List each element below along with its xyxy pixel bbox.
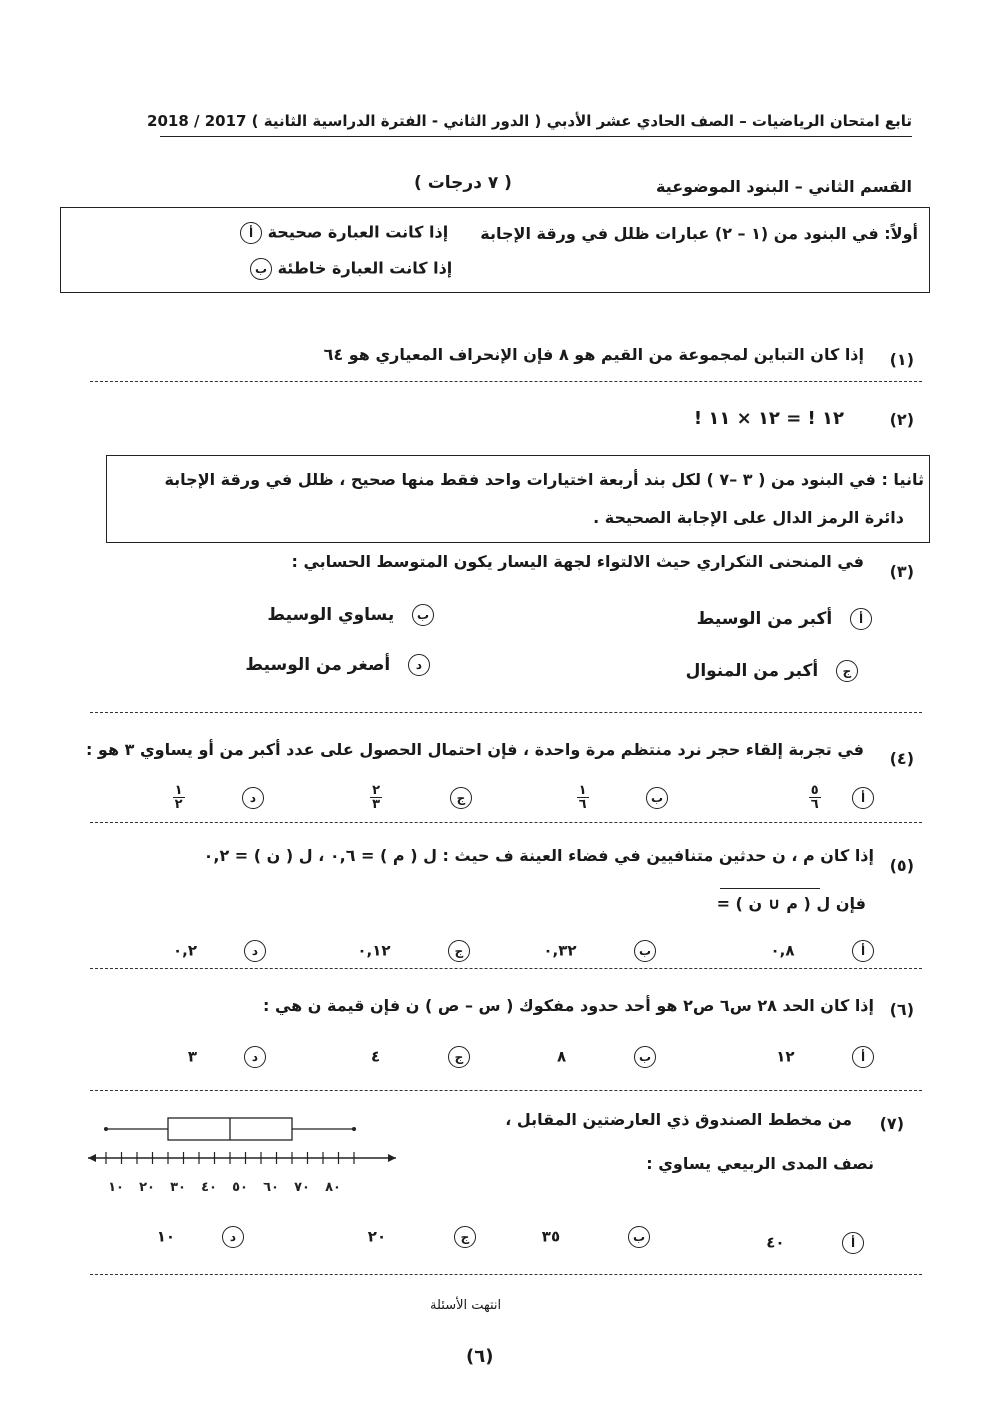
q3-option-d [245,654,430,676]
q3-text: في المنحنى التكراري حيث الالتواء لجهة اليسار يكون المتوسط الحسابي : [291,552,864,571]
q3-option-a-text: أكبر من الوسيط [696,609,833,629]
q7-option-d [157,1226,244,1248]
choice-circle-a: أ [852,1046,874,1068]
q3-option-c [686,660,858,682]
false-label: إذا كانت العبارة خاطئة [277,258,453,278]
q6-option-a-text: ١٢ [776,1047,795,1066]
q5-option-c [357,940,470,962]
q7-option-d-text: ١٠ [156,1227,175,1246]
q6-option-b-text: ٨ [556,1047,567,1066]
page-number: (٦) [466,1346,494,1367]
q4-option-a [809,784,874,811]
q4-option-a-fraction: $\frac{٥}{٦}$ [810,783,819,812]
q5-expression: فإن ل ( م ∪ ن ) = [716,894,866,913]
box-and-whisker-plot [84,1098,404,1198]
q4-option-c [370,784,472,811]
q6-option-c [371,1046,470,1068]
q3-number: (٣) [889,562,914,581]
divider [90,822,922,823]
q5-option-a-text: ٠,٨ [770,941,795,960]
false-choice-circle: ب [250,258,272,280]
choice-circle-c: ج [448,940,470,962]
q3-option-c-text: أكبر من المنوال [685,661,819,681]
tick-label: ٧٠ [294,1180,310,1195]
q7-option-c [368,1226,476,1248]
choice-circle-c: ج [448,1046,470,1068]
choice-circle-b: ب [634,940,656,962]
q5-option-d [173,940,266,962]
exam-header: تابع امتحان الرياضيات – الصف الحادي عشر الأدبي ( الدور الثاني - الفترة الدراسية الثانية ) 2017 / 2018 [147,112,912,130]
part2-line1: ثانيا : في البنود من ( ٣ –٧ ) لكل بند أربعة اختيارات واحد فقط منها صحيح ، ظلل في ورقة الإجابة [164,470,924,489]
q2-number: (٢) [889,410,914,429]
q4-option-b [577,784,668,811]
part2-line2: دائرة الرمز الدال على الإجابة الصحيحة . [593,508,904,527]
q7-option-b-text: ٣٥ [541,1227,561,1246]
choice-circle-d: د [242,787,264,809]
q6-number: (٦) [889,1000,914,1019]
q3-option-b-text: يساوي الوسيط [267,605,395,625]
q3-option-a [697,608,872,630]
choice-circle-d: د [244,940,266,962]
q1-text: إذا كان التباين لمجموعة من القيم هو ٨ فإن الإنحراف المعياري هو ٦٤ [323,345,864,364]
section-degree: ( ٧ درجات ) [414,173,512,193]
part1-intro: أولاً: في البنود من (١ – ٢) عبارات ظلل في ورقة الإجابة [480,224,918,243]
q6-text: إذا كان الحد ٢٨ س٦ ص٢ هو أحد حدود مفكوك ( س – ص ) ن فإن قيمة ن هي : [262,996,874,1015]
header-underline [160,136,912,137]
q5-option-a [771,940,874,962]
q5-text: إذا كان م ، ن حدثين متنافيين في فضاء العينة ف حيث : ل ( م ) = ٠,٦ ، ل ( ن ) = ٠,٢ [203,846,874,865]
min-point [104,1127,108,1131]
tick-label: ٢٠ [139,1180,155,1195]
q4-option-b-fraction: $\frac{١}{٦}$ [578,783,587,812]
q6-option-c-text: ٤ [370,1047,381,1066]
divider [90,1090,922,1091]
q5-option-d-text: ٠,٢ [172,941,197,960]
q4-option-c-fraction: $\frac{٢}{٣}$ [372,783,381,812]
q7-option-b [542,1226,650,1248]
choice-circle-a: أ [852,787,874,809]
q6-option-d [188,1046,266,1068]
tick-label: ٨٠ [325,1180,341,1195]
tick-label: ٣٠ [170,1180,186,1195]
part2-instructions-box [106,455,930,543]
q3-option-d-text: أصغر من الوسيط [245,655,391,675]
q6-option-d-text: ٣ [187,1047,197,1066]
section-title: القسم الثاني – البنود الموضوعية [655,177,912,196]
q7-text: من مخطط الصندوق ذي العارضتين المقابل ، [505,1110,852,1129]
part1-instructions-box [60,207,930,293]
right-arrow-icon [388,1154,396,1162]
q5-option-b-text: ٠,٣٢ [543,941,577,960]
choice-circle-a: أ [850,608,872,630]
q4-option-d-fraction: $\frac{١}{٢}$ [174,783,183,812]
choice-circle-a: أ [842,1232,864,1254]
part1-false-key [250,258,452,280]
divider [90,712,922,713]
q7-number: (٧) [879,1114,904,1133]
tick-label: ٤٠ [201,1180,217,1195]
q6-option-b [557,1046,656,1068]
max-point [352,1127,356,1131]
q4-option-d [173,784,264,811]
choice-circle-c: ج [450,787,472,809]
q3-option-b [267,604,434,626]
part1-true-key [240,222,448,244]
choice-circle-a: أ [852,940,874,962]
tick-label: ٦٠ [263,1180,279,1195]
q4-number: (٤) [889,749,914,768]
q7-option-a [766,1232,864,1254]
divider [90,1274,922,1275]
true-label: إذا كانت العبارة صحيحة [267,222,449,242]
choice-circle-d: د [244,1046,266,1068]
tick-label: ٥٠ [232,1180,248,1195]
q2-text: ١٢ ! = ١٢ × ١١ ! [693,408,844,429]
q7-line2: نصف المدى الربيعي يساوي : [646,1154,874,1173]
true-choice-circle: أ [240,222,262,244]
q5-option-b [543,940,656,962]
end-of-questions: انتهت الأسئلة [430,1298,502,1313]
q5-number: (٥) [889,856,914,875]
complement-bar [720,888,820,889]
q6-option-a [776,1046,874,1068]
divider [90,968,922,969]
choice-circle-d: د [408,654,430,676]
q7-option-c-text: ٢٠ [367,1227,387,1246]
choice-circle-b: ب [412,604,434,626]
divider [90,381,922,382]
q7-option-a-text: ٤٠ [766,1233,785,1252]
q4-text: في تجربة إلقاء حجر نرد منتظم مرة واحدة ، فإن احتمال الحصول على عدد أكبر من أو يساوي ٣ هو : [85,740,864,759]
choice-circle-b: ب [646,787,668,809]
choice-circle-b: ب [628,1226,650,1248]
choice-circle-c: ج [454,1226,476,1248]
left-arrow-icon [88,1154,96,1162]
q1-number: (١) [889,350,914,369]
choice-circle-c: ج [836,660,858,682]
q5-line2 [717,894,866,913]
choice-circle-d: د [222,1226,244,1248]
q5-option-c-text: ٠,١٢ [357,941,391,960]
tick-label: ١٠ [108,1180,124,1195]
choice-circle-b: ب [634,1046,656,1068]
